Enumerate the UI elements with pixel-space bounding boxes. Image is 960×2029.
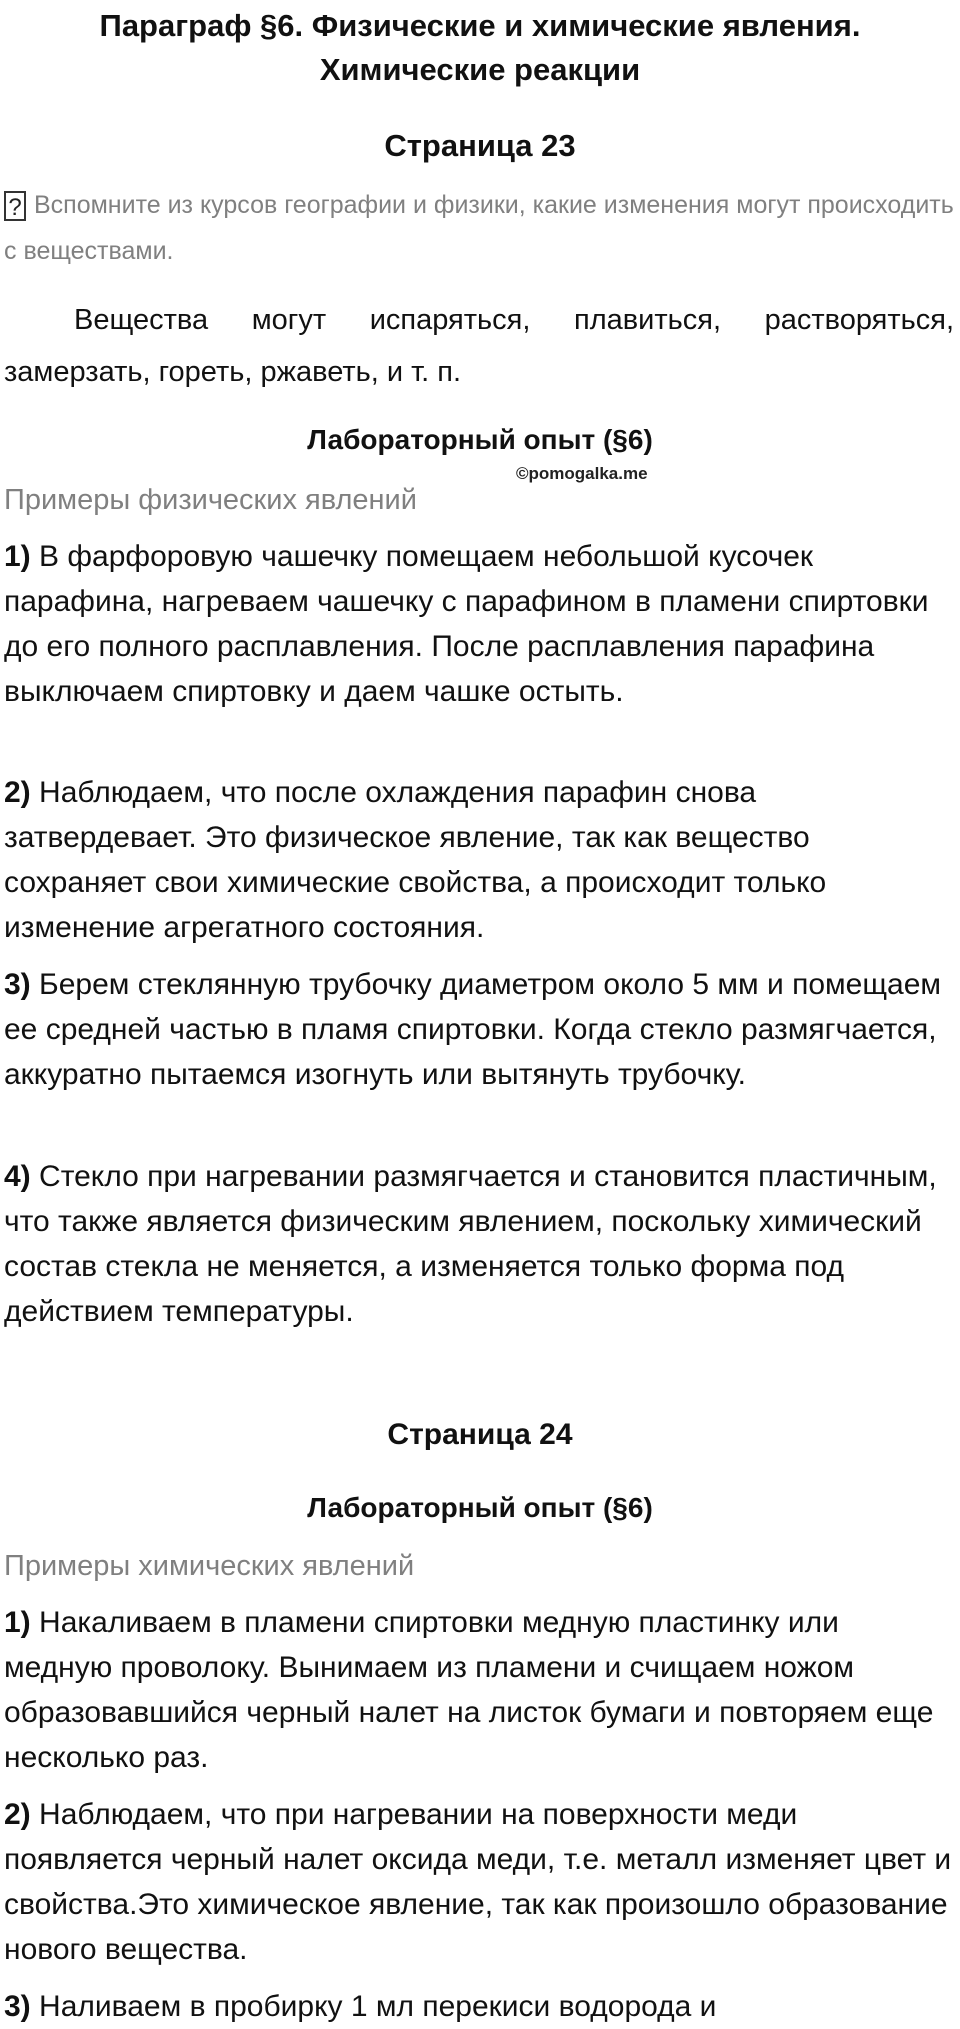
question-block	[4, 182, 954, 274]
item-number: 3)	[4, 968, 31, 1001]
list-item	[4, 1600, 954, 1780]
section-label-chemical: Примеры химических явлений	[4, 1550, 415, 1582]
item-text: Стекло при нагревании размягчается и становится пластичным, что также является физическим явлением, поскольку химический состав стекла не меняется, а изменяется только форма под действием температуры.	[4, 1160, 937, 1328]
section-label-physical: Примеры физических явлений	[4, 484, 417, 516]
lab-heading-1: Лабораторный опыт (§6)	[307, 424, 653, 455]
item-text: Наблюдаем, что после охлаждения парафин снова затвердевает. Это физическое явление, так как вещество сохраняет свои химические свойства, а происходит только изменение агрегатного состояния.	[4, 776, 827, 944]
question-text: Вспомните из курсов географии и физики, какие изменения могут происходить с веществами.	[4, 191, 954, 265]
item-text: Наливаем в пробирку 1 мл перекиси водорода и	[30, 1990, 717, 2023]
item-text: В фарфоровую чашечку помещаем небольшой кусочек парафина, нагреваем чашечку с парафином в пламени спиртовки до его полного расплавления. После расплавления парафина выключаем спиртовку и даем чашке остыть.	[4, 540, 929, 708]
item-number: 2)	[4, 776, 31, 809]
list-item	[4, 1792, 954, 1972]
item-number: 4)	[4, 1160, 31, 1193]
item-text: Берем стеклянную трубочку диаметром около 5 мм и помещаем ее средней частью в пламя спиртовки. Когда стекло размягчается, аккуратно пытаемся изогнуть или вытянуть трубочку.	[4, 968, 942, 1091]
document-title-line1: Параграф §6. Физические и химические явления.	[99, 8, 861, 43]
item-text: Накаливаем в пламени спиртовки медную пластинку или медную проволоку. Вынимаем из пламени и счищаем ножом образовавшийся черный налет на листок бумаги и повторяем еще несколько раз.	[4, 1606, 934, 1774]
lab-heading-2: Лабораторный опыт (§6)	[307, 1492, 653, 1523]
watermark: ©pomogalka.me	[516, 464, 648, 483]
question-icon: ?	[4, 191, 26, 221]
page-23-heading: Страница 23	[384, 128, 576, 163]
list-item	[4, 1154, 954, 1334]
item-text: Наблюдаем, что при нагревании на поверхности меди появляется черный налет оксида меди, т.е. металл изменяет цвет и свойства.Это химическое явление, так как произошло образование нового вещества.	[4, 1798, 952, 1966]
item-number: 1)	[4, 1606, 31, 1639]
list-item	[4, 770, 954, 950]
item-number: 2)	[4, 1798, 31, 1831]
item-number: 1)	[4, 540, 31, 573]
page-24-heading: Страница 24	[387, 1418, 573, 1451]
list-item	[4, 1984, 954, 2029]
list-item	[4, 962, 954, 1097]
answer-text: Вещества могут испаряться, плавиться, растворяться, замерзать, гореть, ржаветь, и т. п.	[4, 304, 954, 388]
item-number: 3)	[4, 1990, 31, 2023]
document-title-line2: Химические реакции	[319, 52, 641, 87]
list-item	[4, 534, 954, 714]
